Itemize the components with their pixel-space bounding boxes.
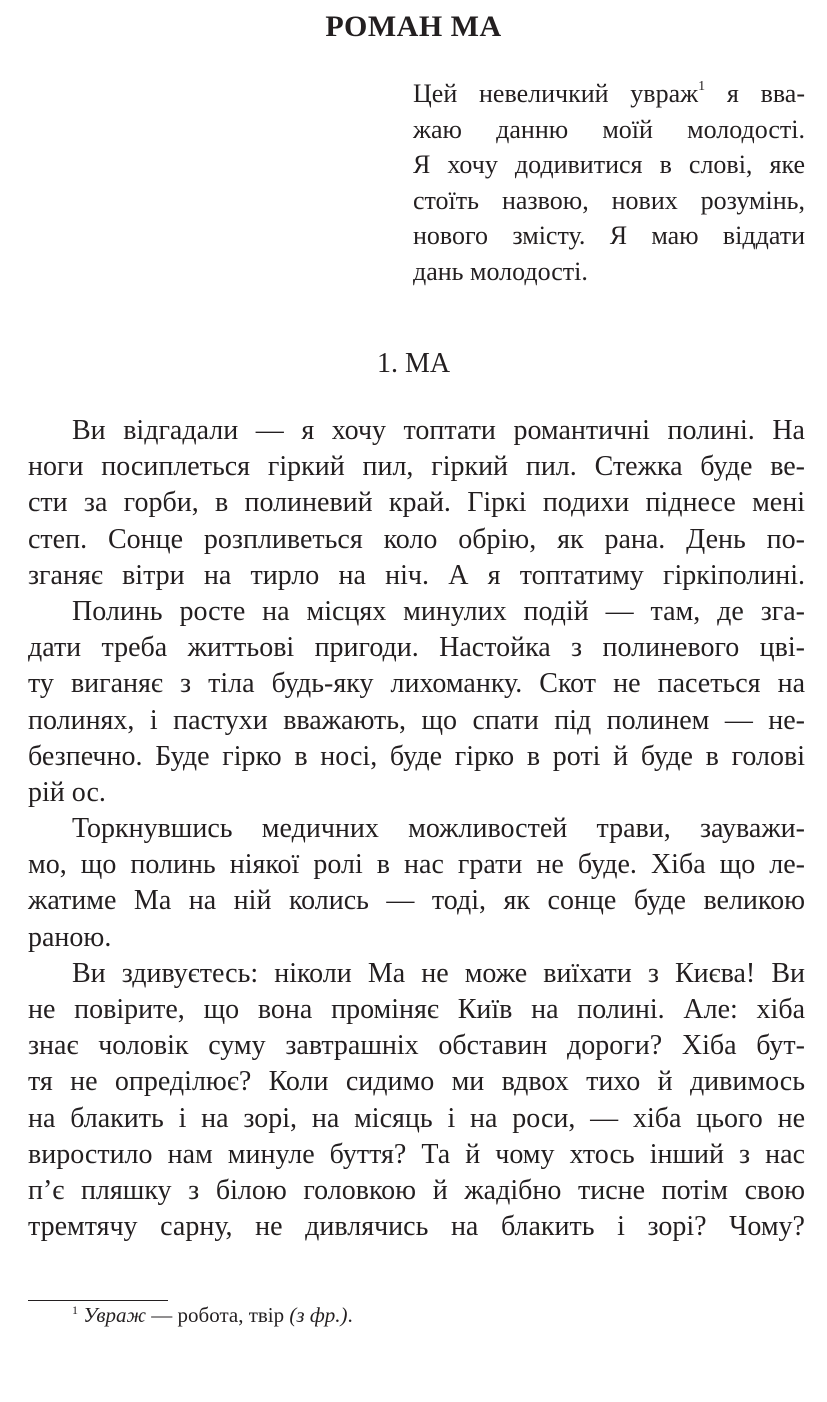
epigraph-line: жаю данню моїй молодості.: [413, 114, 805, 144]
epigraph-line: стоїть назвою, нових розумінь,: [413, 185, 805, 215]
text-line: дати треба життьові пригоди. Настойка з полиневого цві-: [28, 632, 805, 664]
epigraph-line: дань молодості.: [413, 256, 588, 286]
text-line: п’є пляшку з білою головкою й жадібно тисне потім свою: [28, 1174, 805, 1206]
epigraph-line: [413, 76, 805, 112]
footnote: [72, 1303, 353, 1328]
text-line: тя не опреділює? Коли сидимо ми вдвох тихо й дивимось: [28, 1066, 805, 1098]
text-line: знає чоловік суму завтрашніх обставин дороги? Хіба бут-: [28, 1030, 805, 1062]
footnote-number: 1: [72, 1303, 78, 1317]
text-line: рій ос.: [28, 776, 106, 808]
body-text: [28, 413, 805, 1245]
text-line: Ви відгадали — я хочу топтати романтичні полині. На: [72, 415, 805, 446]
text-line: Полинь росте на місцях минулих подій — там, де зга-: [72, 595, 805, 627]
chapter-heading: 1. МА: [376, 348, 451, 379]
text-line: жатиме Ма на ній колись — тоді, як сонце буде великою: [28, 885, 805, 917]
footnote-divider: [28, 1300, 168, 1301]
text-line: полинях, і пастухи вважають, що спати під полинем — не-: [28, 704, 805, 736]
text-line: раною.: [28, 921, 112, 953]
text-line: ноги посиплеться гіркий пил, гіркий пил. Стежка буде ве-: [28, 451, 805, 483]
text-line: Ви здивуєтесь: ніколи Ма не може виїхати з Києва! Ви: [72, 957, 805, 989]
text-line: зганяє вітри на тирло на ніч. А я топтатиму гіркіполині.: [28, 559, 805, 591]
text-line: безпечно. Буде гірко в носі, буде гірко в роті й буде в голові: [28, 740, 805, 772]
footnote-source: (з фр.): [289, 1303, 348, 1327]
footnote-reference: 1: [698, 79, 706, 94]
text-line: ту виганяє з тіла будь-яку лихоманку. Скот не пасеться на: [28, 668, 805, 700]
epigraph-line: Я хочу додивитися в слові, яке: [413, 150, 805, 179]
epigraph-line-text: Цей невеличкий увраж: [413, 79, 699, 108]
footnote-definition: — робота, твір: [146, 1303, 290, 1327]
text-line: сти за горби, в полиневий край. Гіркі подихи піднесе мені: [28, 487, 805, 519]
epigraph-line: нового змісту. Я маю віддати: [413, 221, 805, 250]
footnote-end: .: [347, 1303, 353, 1327]
footnote-term: Увраж: [83, 1303, 147, 1327]
epigraph: [413, 76, 805, 289]
text-line: мо, що полинь ніякої ролі в нас грати не буде. Хіба що ле-: [28, 849, 805, 881]
text-line: тремтячу сарну, не дивлячись на блакить і зорі? Чому?: [28, 1211, 805, 1243]
text-line: степ. Сонце розпливеться коло обрію, як рана. День по-: [28, 523, 805, 555]
epigraph-line-text: я вва-: [705, 79, 805, 108]
text-line: не повірите, що вона проміняє Київ на полині. Але: хіба: [28, 994, 805, 1025]
page-title: РОМАН МА: [325, 10, 502, 43]
text-line: на блакить і на зорі, на місяць і на роси, — хіба цього не: [28, 1102, 805, 1134]
text-line: Торкнувшись медичних можливостей трави, зауважи-: [72, 813, 805, 845]
text-line: виростило нам минуле буття? Та й чому хтось інший з нас: [28, 1138, 805, 1170]
